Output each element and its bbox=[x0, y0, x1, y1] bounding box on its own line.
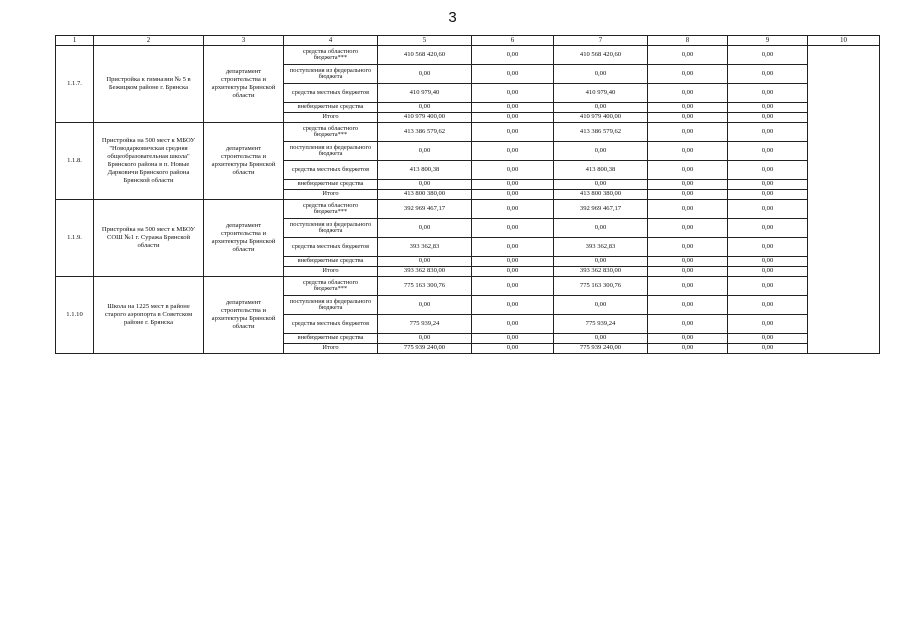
amount-col6: 0,00 bbox=[472, 315, 554, 334]
amount-col8: 0,00 bbox=[648, 190, 728, 200]
amount-col7: 0,00 bbox=[554, 334, 648, 344]
amount-col8: 0,00 bbox=[648, 103, 728, 113]
amount-col9: 0,00 bbox=[728, 123, 808, 142]
funding-source: средства областного бюджета*** bbox=[284, 46, 378, 65]
amount-col9: 0,00 bbox=[728, 46, 808, 65]
item-code: 1.1.8. bbox=[56, 123, 94, 200]
amount-total: 393 362,83 bbox=[378, 238, 472, 257]
amount-total: 410 568 420,60 bbox=[378, 46, 472, 65]
amount-col7: 0,00 bbox=[554, 65, 648, 84]
amount-col9: 0,00 bbox=[728, 238, 808, 257]
amount-col8: 0,00 bbox=[648, 142, 728, 161]
amount-col8: 0,00 bbox=[648, 161, 728, 180]
amount-col9: 0,00 bbox=[728, 315, 808, 334]
item-department: департамент строительства и архитектуры Брянской области bbox=[204, 277, 284, 354]
amount-col9: 0,00 bbox=[728, 344, 808, 354]
amount-total: 413 800,38 bbox=[378, 161, 472, 180]
amount-col8: 0,00 bbox=[648, 219, 728, 238]
item-code: 1.1.9. bbox=[56, 200, 94, 277]
amount-col8: 0,00 bbox=[648, 344, 728, 354]
amount-col9: 0,00 bbox=[728, 267, 808, 277]
header-cell: 2 bbox=[94, 36, 204, 46]
amount-col6: 0,00 bbox=[472, 180, 554, 190]
funding-source: средства местных бюджетов bbox=[284, 84, 378, 103]
funding-source: средства местных бюджетов bbox=[284, 161, 378, 180]
amount-col6: 0,00 bbox=[472, 113, 554, 123]
column-10-cell bbox=[808, 46, 880, 354]
funding-source: средства областного бюджета*** bbox=[284, 200, 378, 219]
page-number: 3 bbox=[448, 9, 457, 26]
amount-col7: 393 362,83 bbox=[554, 238, 648, 257]
amount-col7: 393 362 830,00 bbox=[554, 267, 648, 277]
amount-col9: 0,00 bbox=[728, 334, 808, 344]
amount-col7: 0,00 bbox=[554, 296, 648, 315]
amount-col9: 0,00 bbox=[728, 296, 808, 315]
amount-col9: 0,00 bbox=[728, 200, 808, 219]
amount-col9: 0,00 bbox=[728, 161, 808, 180]
funding-source: внебюджетные средства bbox=[284, 257, 378, 267]
amount-col6: 0,00 bbox=[472, 161, 554, 180]
item-name: Школа на 1225 мест в районе старого аэропорта в Советском районе г. Брянска bbox=[94, 277, 204, 354]
amount-col7: 0,00 bbox=[554, 142, 648, 161]
funding-source: Итого bbox=[284, 344, 378, 354]
header-cell: 6 bbox=[472, 36, 554, 46]
amount-col9: 0,00 bbox=[728, 277, 808, 296]
amount-col9: 0,00 bbox=[728, 257, 808, 267]
item-department: департамент строительства и архитектуры Брянской области bbox=[204, 123, 284, 200]
amount-col8: 0,00 bbox=[648, 315, 728, 334]
amount-col6: 0,00 bbox=[472, 123, 554, 142]
item-department: департамент строительства и архитектуры Брянской области bbox=[204, 200, 284, 277]
amount-col6: 0,00 bbox=[472, 84, 554, 103]
header-cell: 3 bbox=[204, 36, 284, 46]
funding-source: средства областного бюджета*** bbox=[284, 123, 378, 142]
funding-source: поступления из федерального бюджета bbox=[284, 219, 378, 238]
amount-col8: 0,00 bbox=[648, 257, 728, 267]
amount-col9: 0,00 bbox=[728, 84, 808, 103]
amount-total: 413 386 579,62 bbox=[378, 123, 472, 142]
funding-source: средства областного бюджета*** bbox=[284, 277, 378, 296]
funding-source: средства местных бюджетов bbox=[284, 238, 378, 257]
amount-total: 393 362 830,00 bbox=[378, 267, 472, 277]
amount-total: 0,00 bbox=[378, 180, 472, 190]
amount-col7: 413 800 380,00 bbox=[554, 190, 648, 200]
amount-col6: 0,00 bbox=[472, 257, 554, 267]
amount-col6: 0,00 bbox=[472, 46, 554, 65]
amount-col8: 0,00 bbox=[648, 113, 728, 123]
funding-source: средства местных бюджетов bbox=[284, 315, 378, 334]
table-row bbox=[56, 123, 880, 142]
header-cell: 8 bbox=[648, 36, 728, 46]
amount-col8: 0,00 bbox=[648, 46, 728, 65]
amount-total: 0,00 bbox=[378, 334, 472, 344]
amount-col9: 0,00 bbox=[728, 65, 808, 84]
header-cell: 9 bbox=[728, 36, 808, 46]
header-cell: 5 bbox=[378, 36, 472, 46]
amount-col9: 0,00 bbox=[728, 219, 808, 238]
amount-total: 0,00 bbox=[378, 257, 472, 267]
item-name: Пристройка к гимназии № 5 в Бежицком районе г. Брянска bbox=[94, 46, 204, 123]
amount-col7: 0,00 bbox=[554, 180, 648, 190]
amount-total: 0,00 bbox=[378, 65, 472, 84]
header-cell: 4 bbox=[284, 36, 378, 46]
amount-col6: 0,00 bbox=[472, 103, 554, 113]
amount-col9: 0,00 bbox=[728, 113, 808, 123]
funding-source: Итого bbox=[284, 267, 378, 277]
table-row bbox=[56, 277, 880, 296]
amount-col6: 0,00 bbox=[472, 238, 554, 257]
item-department: департамент строительства и архитектуры Брянской области bbox=[204, 46, 284, 123]
amount-col6: 0,00 bbox=[472, 277, 554, 296]
header-cell: 1 bbox=[56, 36, 94, 46]
amount-total: 392 969 467,17 bbox=[378, 200, 472, 219]
amount-total: 0,00 bbox=[378, 142, 472, 161]
amount-total: 410 979,40 bbox=[378, 84, 472, 103]
amount-col8: 0,00 bbox=[648, 238, 728, 257]
item-name: Пристройка на 500 мест к МБОУ "Новодарковичская средняя общеобразовательная школа" Брянского района в п. Новые Дарковичи Брянского района Брянской области bbox=[94, 123, 204, 200]
funding-source: поступления из федерального бюджета bbox=[284, 296, 378, 315]
amount-col7: 410 979,40 bbox=[554, 84, 648, 103]
amount-col8: 0,00 bbox=[648, 277, 728, 296]
header-cell: 7 bbox=[554, 36, 648, 46]
amount-col8: 0,00 bbox=[648, 180, 728, 190]
amount-col8: 0,00 bbox=[648, 84, 728, 103]
amount-col6: 0,00 bbox=[472, 267, 554, 277]
amount-col9: 0,00 bbox=[728, 180, 808, 190]
funding-source: внебюджетные средства bbox=[284, 103, 378, 113]
amount-col7: 413 386 579,62 bbox=[554, 123, 648, 142]
amount-col6: 0,00 bbox=[472, 142, 554, 161]
amount-total: 0,00 bbox=[378, 103, 472, 113]
amount-col7: 413 800,38 bbox=[554, 161, 648, 180]
amount-col8: 0,00 bbox=[648, 65, 728, 84]
amount-col7: 775 163 300,76 bbox=[554, 277, 648, 296]
amount-col6: 0,00 bbox=[472, 334, 554, 344]
amount-col7: 392 969 467,17 bbox=[554, 200, 648, 219]
amount-total: 0,00 bbox=[378, 296, 472, 315]
amount-col7: 0,00 bbox=[554, 219, 648, 238]
amount-col6: 0,00 bbox=[472, 296, 554, 315]
amount-col6: 0,00 bbox=[472, 65, 554, 84]
amount-col8: 0,00 bbox=[648, 296, 728, 315]
funding-source: внебюджетные средства bbox=[284, 180, 378, 190]
amount-total: 775 163 300,76 bbox=[378, 277, 472, 296]
amount-col9: 0,00 bbox=[728, 103, 808, 113]
amount-col7: 775 939,24 bbox=[554, 315, 648, 334]
amount-col7: 0,00 bbox=[554, 257, 648, 267]
amount-total: 0,00 bbox=[378, 219, 472, 238]
amount-col7: 0,00 bbox=[554, 103, 648, 113]
item-code: 1.1.10 bbox=[56, 277, 94, 354]
funding-source: Итого bbox=[284, 190, 378, 200]
amount-col8: 0,00 bbox=[648, 200, 728, 219]
amount-col7: 410 979 400,00 bbox=[554, 113, 648, 123]
budget-table bbox=[55, 35, 880, 354]
funding-source: внебюджетные средства bbox=[284, 334, 378, 344]
funding-source: поступления из федерального бюджета bbox=[284, 65, 378, 84]
amount-col8: 0,00 bbox=[648, 123, 728, 142]
amount-total: 413 800 380,00 bbox=[378, 190, 472, 200]
funding-source: поступления из федерального бюджета bbox=[284, 142, 378, 161]
amount-col7: 410 568 420,60 bbox=[554, 46, 648, 65]
table-row bbox=[56, 200, 880, 219]
amount-col9: 0,00 bbox=[728, 190, 808, 200]
amount-total: 410 979 400,00 bbox=[378, 113, 472, 123]
amount-col7: 775 939 240,00 bbox=[554, 344, 648, 354]
funding-source: Итого bbox=[284, 113, 378, 123]
item-code: 1.1.7. bbox=[56, 46, 94, 123]
amount-total: 775 939 240,00 bbox=[378, 344, 472, 354]
amount-col8: 0,00 bbox=[648, 267, 728, 277]
amount-total: 775 939,24 bbox=[378, 315, 472, 334]
amount-col9: 0,00 bbox=[728, 142, 808, 161]
amount-col6: 0,00 bbox=[472, 219, 554, 238]
table-row bbox=[56, 46, 880, 65]
amount-col6: 0,00 bbox=[472, 190, 554, 200]
header-row bbox=[56, 36, 880, 46]
amount-col6: 0,00 bbox=[472, 344, 554, 354]
amount-col6: 0,00 bbox=[472, 200, 554, 219]
amount-col8: 0,00 bbox=[648, 334, 728, 344]
item-name: Пристройка на 500 мест к МБОУ СОШ №1 г. Суража Брянской области bbox=[94, 200, 204, 277]
header-cell: 10 bbox=[808, 36, 880, 46]
